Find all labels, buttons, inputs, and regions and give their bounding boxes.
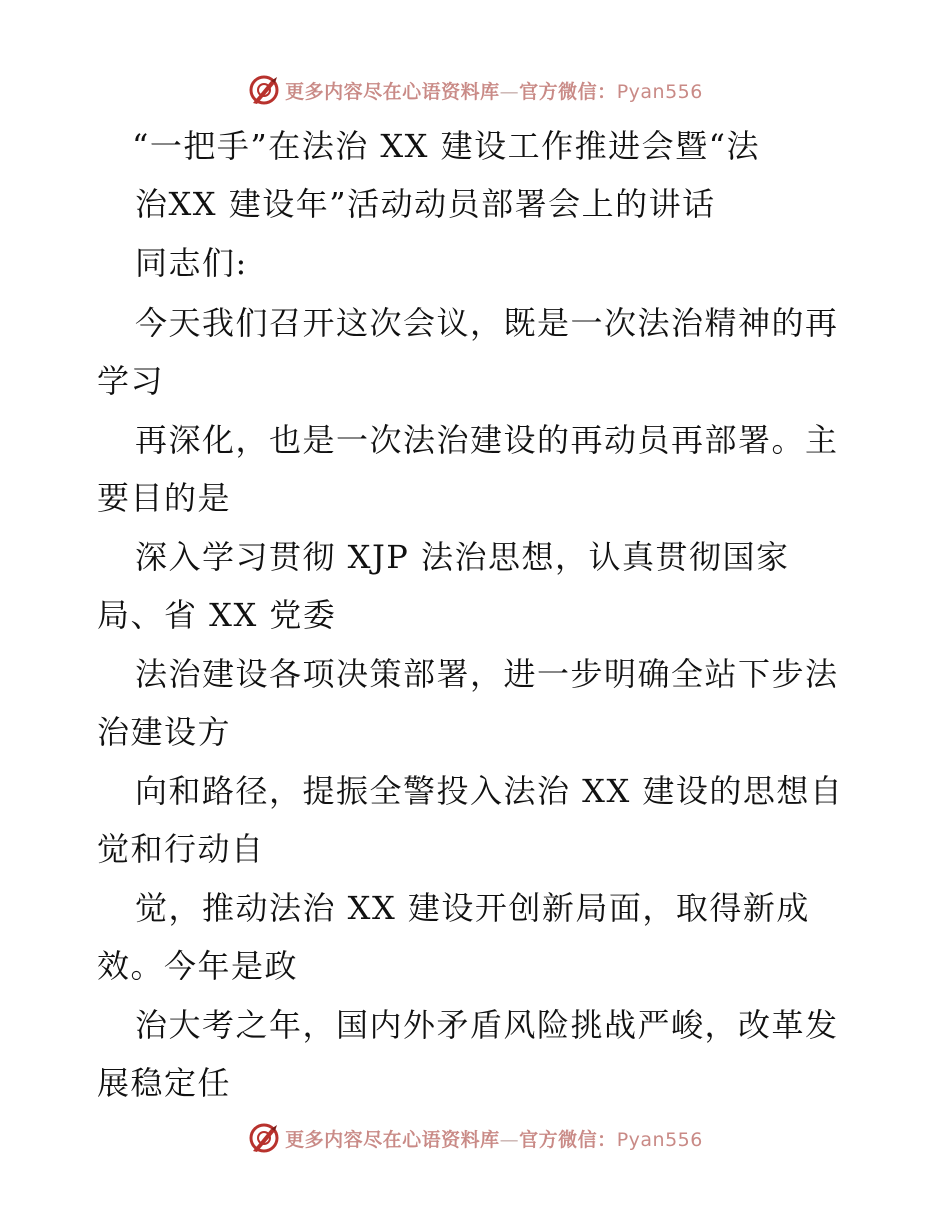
footer-watermark [0, 1118, 950, 1158]
body-line: 今天我们召开这次会议，既是一次法治精神的再 [135, 304, 839, 342]
watermark-wechat-label: 官方微信： [519, 1128, 617, 1151]
body-line: 深入学习贯彻 XJP 法治思想，认真贯彻国家 [135, 538, 790, 576]
body-line: 法治建设各项决策部署，进一步明确全站下步法 [135, 655, 839, 693]
body-line: 治建设方 [97, 713, 232, 751]
body-line: 效。今年是政 [97, 947, 299, 985]
watermark-separator: — [499, 80, 520, 103]
watermark-site-name: 更多内容尽在心语资料库 [285, 1128, 500, 1151]
watermark-wechat-id: Pyan556 [616, 1128, 703, 1151]
body-line: 要目的是 [97, 479, 232, 517]
document-title-line-1: “一把手”在法治 XX 建设工作推进会暨“法 [132, 127, 760, 165]
greeting: 同志们: [135, 244, 248, 282]
body-line: 觉，推动法治 XX 建设开创新局面，取得新成 [135, 889, 810, 927]
watermark-wechat-id: Pyan556 [616, 80, 703, 103]
body-line: 展稳定任 [97, 1064, 232, 1102]
body-line: 局、省 XX 党委 [97, 596, 337, 634]
watermark-separator: — [499, 1128, 520, 1151]
document-title-line-2: 治XX 建设年”活动动员部署会上的讲话 [135, 185, 716, 223]
body-line: 再深化，也是一次法治建设的再动员再部署。主 [135, 421, 839, 459]
body-line: 治大考之年，国内外矛盾风险挑战严峻，改革发 [135, 1006, 839, 1044]
body-line: 学习 [97, 362, 165, 400]
body-line: 向和路径，提振全警投入法治 XX 建设的思想自 [135, 772, 844, 810]
watermark-text [285, 1125, 703, 1152]
watermark-wechat-label: 官方微信： [519, 80, 617, 103]
pen-logo-icon [247, 1121, 281, 1155]
body-line: 觉和行动自 [97, 830, 265, 868]
watermark-site-name: 更多内容尽在心语资料库 [285, 80, 500, 103]
